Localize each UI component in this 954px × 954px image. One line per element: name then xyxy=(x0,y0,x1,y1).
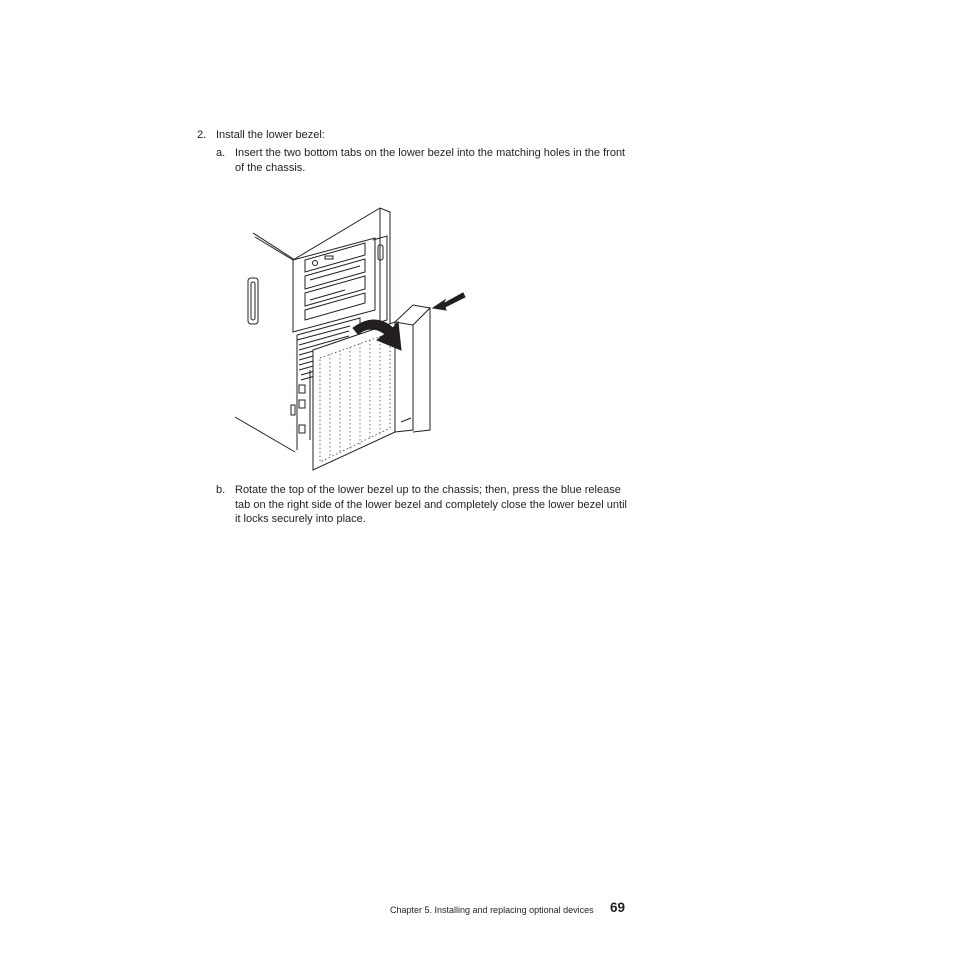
footer-chapter-label: Chapter 5. Installing and replacing optional devices xyxy=(390,905,594,915)
step-text: Install the lower bezel: xyxy=(216,129,325,141)
lower-bezel-install-illustration xyxy=(225,200,475,475)
substep-letter-a: a. xyxy=(216,147,226,159)
page-number: 69 xyxy=(610,900,626,915)
chassis-side-panel xyxy=(235,233,295,452)
substep-text-a: Insert the two bottom tabs on the lower bezel into the matching holes in the front of the chassis. xyxy=(235,147,626,174)
press-arrow-icon xyxy=(433,293,465,310)
substep-letter-b: b. xyxy=(216,484,226,496)
lower-bezel xyxy=(313,305,430,470)
substep-text-b: Rotate the top of the lower bezel up to the chassis; then, press the blue release tab on the right side of the lower bezel and completely close the lower bezel until it locks securely into place. xyxy=(235,484,627,525)
step-number: 2. xyxy=(197,129,207,141)
